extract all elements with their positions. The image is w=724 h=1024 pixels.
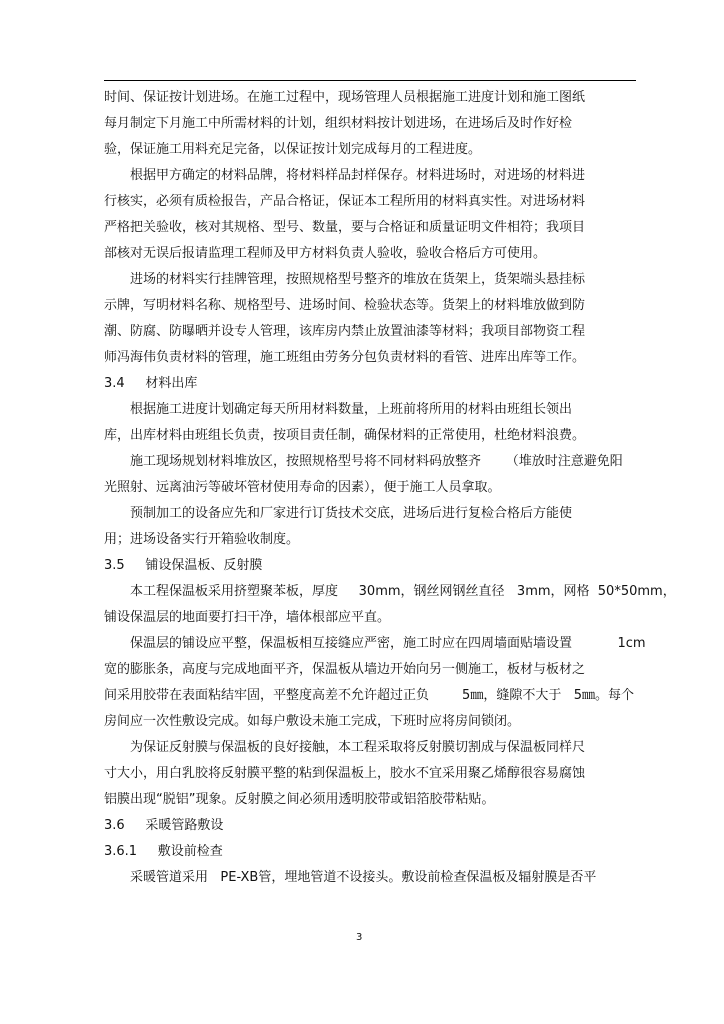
text-line: 间采用胶带在表面粘结牢固，平整度高差不允许超过正负 5㎜，缝隙不大于 5㎜。每个 bbox=[104, 688, 634, 703]
text-line: 预制加工的设备应先和厂家进行订货技术交底，进场后进行复检合格后方能使 bbox=[130, 506, 573, 521]
section-heading: 3.5 铺设保温板、反射膜 bbox=[104, 558, 263, 573]
text-line: 库，出库材料由班组长负责，按项目责任制，确保材料的正常使用，杜绝材料浪费。 bbox=[104, 428, 586, 443]
subsection-heading: 3.6.1 敷设前检查 bbox=[104, 844, 223, 859]
text-line: 严格把关验收，核对其规格、型号、数量，要与合格证和质量证明文件相符；我项目 bbox=[104, 220, 586, 235]
text-line: 部核对无误后报请监理工程师及甲方材料负责人验收，验收合格后方可使用。 bbox=[104, 246, 547, 261]
text-line: 时间、保证按计划进场。在施工过程中，现场管理人员根据施工进度计划和施工图纸 bbox=[104, 90, 586, 105]
text-line: 采暖管道采用 PE-XB管，埋地管道不设接头。敷设前检查保温板及辐射膜是否平 bbox=[130, 870, 597, 885]
text-line: 寸大小，用白乳胶将反射膜平整的粘到保温板上，胶水不宜采用聚乙烯醇很容易腐蚀 bbox=[104, 766, 586, 781]
text-line: 铝膜出现“脱铝”现象。反射膜之间必须用透明胶带或铝箔胶带粘贴。 bbox=[104, 792, 495, 807]
section-heading: 3.6 采暖管路敷设 bbox=[104, 818, 224, 833]
text-line: 用；进场设备实行开箱验收制度。 bbox=[104, 532, 300, 547]
text-line: 根据施工进度计划确定每天所用材料数量，上班前将所用的材料由班组长领出 bbox=[130, 402, 573, 417]
text-line: 验，保证施工用料充足完备，以保证按计划完成每月的工程进度。 bbox=[104, 142, 482, 157]
text-line: 每月制定下月施工中所需材料的计划，组织材料按计划进场，在进场后及时作好检 bbox=[104, 116, 573, 131]
text-line: 行核实，必须有质检报告，产品合格证，保证本工程所用的材料真实性。对进场材料 bbox=[104, 194, 586, 209]
text-line: 师冯海伟负责材料的管理，施工班组由劳务分包负责材料的看管、进库出库等工作。 bbox=[104, 350, 586, 365]
text-line: 保温层的铺设应平整，保温板相互接缝应严密，施工时应在四周墙面贴墙设置 1cm bbox=[130, 636, 646, 651]
text-line: 进场的材料实行挂牌管理，按照规格型号整齐的堆放在货架上，货架端头悬挂标 bbox=[130, 272, 586, 287]
text-line: 根据甲方确定的材料品牌，将材料样品封样保存。材料进场时，对进场的材料进 bbox=[130, 168, 586, 183]
text-line: 潮、防腐、防曝晒并设专人管理，该库房内禁止放置油漆等材料；我项目部物资工程 bbox=[104, 324, 586, 339]
section-heading: 3.4 材料出库 bbox=[104, 376, 198, 391]
text-line: 铺设保温层的地面要打扫干净，墙体根部应平直。 bbox=[104, 610, 391, 625]
text-line: 为保证反射膜与保温板的良好接触，本工程采取将反射膜切割成与保温板同样尺 bbox=[130, 740, 586, 755]
text-line: 房间应一次性敷设完成。如每户敷设未施工完成，下班时应将房间锁闭。 bbox=[104, 714, 521, 729]
text-line: 施工现场规划材料堆放区，按照规格型号将不同材料码放整齐 （堆放时注意避免阳 bbox=[130, 454, 623, 469]
text-line: 宽的膨胀条，高度与完成地面平齐，保温板从墙边开始向另一侧施工，板材与板材之 bbox=[104, 662, 586, 677]
text-line: 本工程保温板采用挤塑聚苯板，厚度 30mm，钢丝网钢丝直径 3mm，网格 50*50mm， bbox=[130, 584, 676, 599]
page-number: 3 bbox=[356, 932, 363, 943]
text-line: 光照射、远离油污等破坏管材使用寿命的因素），便于施工人员拿取。 bbox=[104, 480, 501, 495]
header-rule bbox=[104, 80, 636, 81]
text-line: 示牌，写明材料名称、规格型号、进场时间、检验状态等。货架上的材料堆放做到防 bbox=[104, 298, 586, 313]
